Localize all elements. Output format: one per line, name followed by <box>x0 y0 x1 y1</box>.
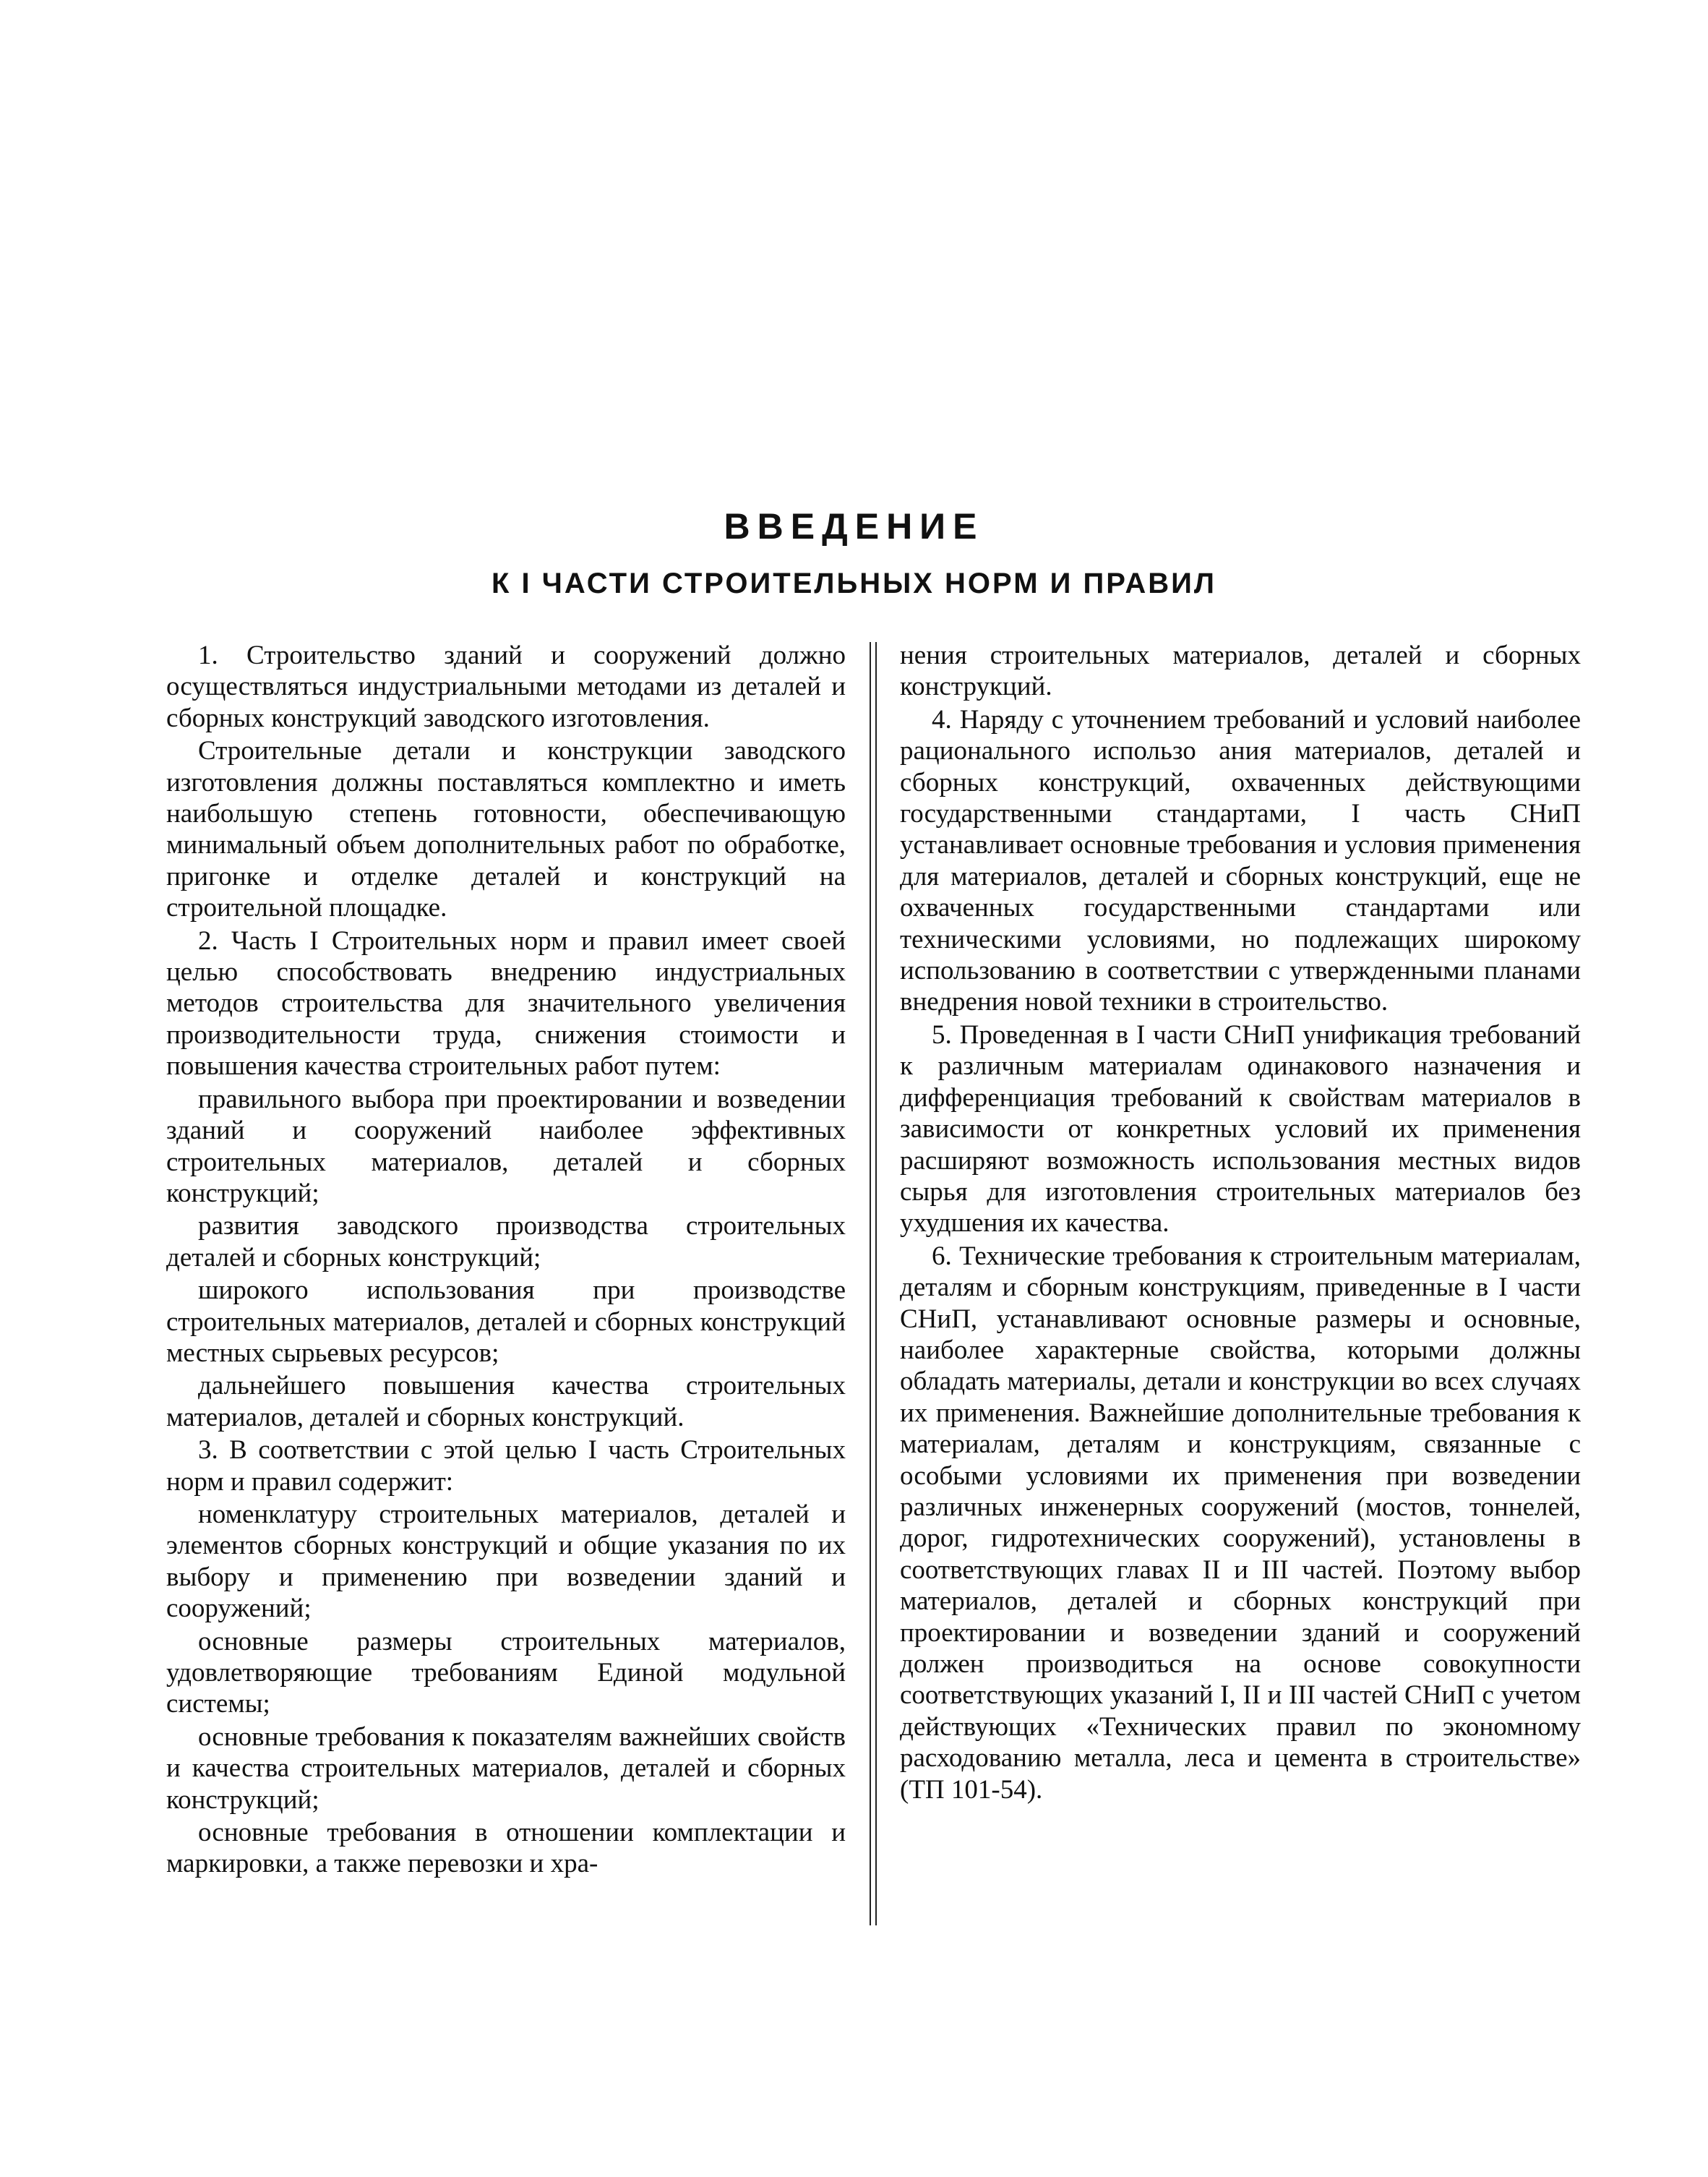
page-subtitle: К I ЧАСТИ СТРОИТЕЛЬНЫХ НОРМ И ПРАВИЛ <box>492 568 1216 599</box>
left-column <box>166 640 846 1881</box>
paragraph: 3. В соответствии с этой целью I часть Строительных норм и правил содержит: <box>166 1435 846 1497</box>
list-item: дальнейшего повышения качества строительных материалов, деталей и сборных конструкций. <box>166 1371 846 1432</box>
list-item: основные требования в отношении комплектации и маркировки, а также перевозки и хра- <box>166 1818 846 1879</box>
list-item: развития заводского производства строительных деталей и сборных конструкций; <box>166 1211 846 1273</box>
list-item: основные размеры строительных материалов, удовлетворяющие требованиям Единой модульной системы; <box>166 1626 846 1719</box>
paragraph: 6. Технические требования к строительным материалам, деталям и сборным конструкциям, приведенные в I части СНиП, устанавливают основные размеры и основные, наиболее характерные свойства, которыми должны обладать материалы, детали и конструкции во всех случаях их применения. Важнейшие дополнительные требования к материалам, деталям и конструкциям, связанные с особыми условиями их применения при возведении различных инженерных сооружений (мостов, тоннелей, дорог, гидротехнических сооружений), установлены в соответствующих главах II и III частей. Поэтому выбор материалов, деталей и сборных конструкций при проектировании и возведении зданий и сооружений должен производиться на основе совокупности соответствующих указаний I, II и III частей СНиП с учетом действующих «Технических правил по экономному расходованию металла, леса и цемента в строительстве» (ТП 101-54). <box>900 1241 1581 1805</box>
paragraph: 5. Проведенная в I части СНиП унификация требований к различным материалам одинакового назначения и дифференциация требований к свойствам материалов в зависимости от конкретных условий их применения расширяют возможность использования местных видов сырья для изготовления строительных материалов без ухудшения их качества. <box>900 1019 1581 1239</box>
list-item: широкого использования при производстве строительных материалов, деталей и сборных конструкций местных сырьевых ресурсов; <box>166 1275 846 1368</box>
list-item: основные требования к показателям важнейших свойств и качества строительных материалов, деталей и сборных конструкций; <box>166 1722 846 1815</box>
right-column <box>900 640 1581 1807</box>
paragraph: Строительные детали и конструкции заводского изготовления должны поставляться комплектно и иметь наибольшую степень готовности, обеспечивающую минимальный объем дополнительных работ по обработке, пригонке и отделке деталей и конструкций на строительной площадке. <box>166 736 846 923</box>
paragraph: 1. Строительство зданий и сооружений должно осуществляться индустриальными методами из деталей и сборных конструкций заводского изготовления. <box>166 641 846 733</box>
paragraph: 2. Часть I Строительных норм и правил имеет своей целью способствовать внедрению индустриальных методов строительства для значительного увеличения производительности труда, снижения стоимости и повышения качества строительных работ путем: <box>166 925 846 1082</box>
list-item: правильного выбора при проектировании и возведении зданий и сооружений наиболее эффективных строительных материалов, деталей и сборных конструкций; <box>166 1084 846 1208</box>
page-title: ВВЕДЕНИЕ <box>724 506 984 547</box>
column-divider <box>875 642 877 1925</box>
paragraph-continuation: нения строительных материалов, деталей и сборных конструкций. <box>900 641 1581 702</box>
paragraph: 4. Наряду с уточнением требований и условий наиболее рационального использо ания материалов, деталей и сборных конструкций, охваченных действующими государственными стандартами, I часть СНиП устанавливает основные требования и условия применения для материалов, деталей и сборных конструкций, еще не охваченных государственными стандартами или техническими условиями, но подлежащих широкому использованию в соответствии с утвержденными планами внедрения новой техники в строительство. <box>900 704 1581 1017</box>
column-divider <box>870 642 871 1925</box>
list-item: номенклатуру строительных материалов, деталей и элементов сборных конструкций и общие указания по их выбору и применению при возведении зданий и сооружений; <box>166 1499 846 1624</box>
